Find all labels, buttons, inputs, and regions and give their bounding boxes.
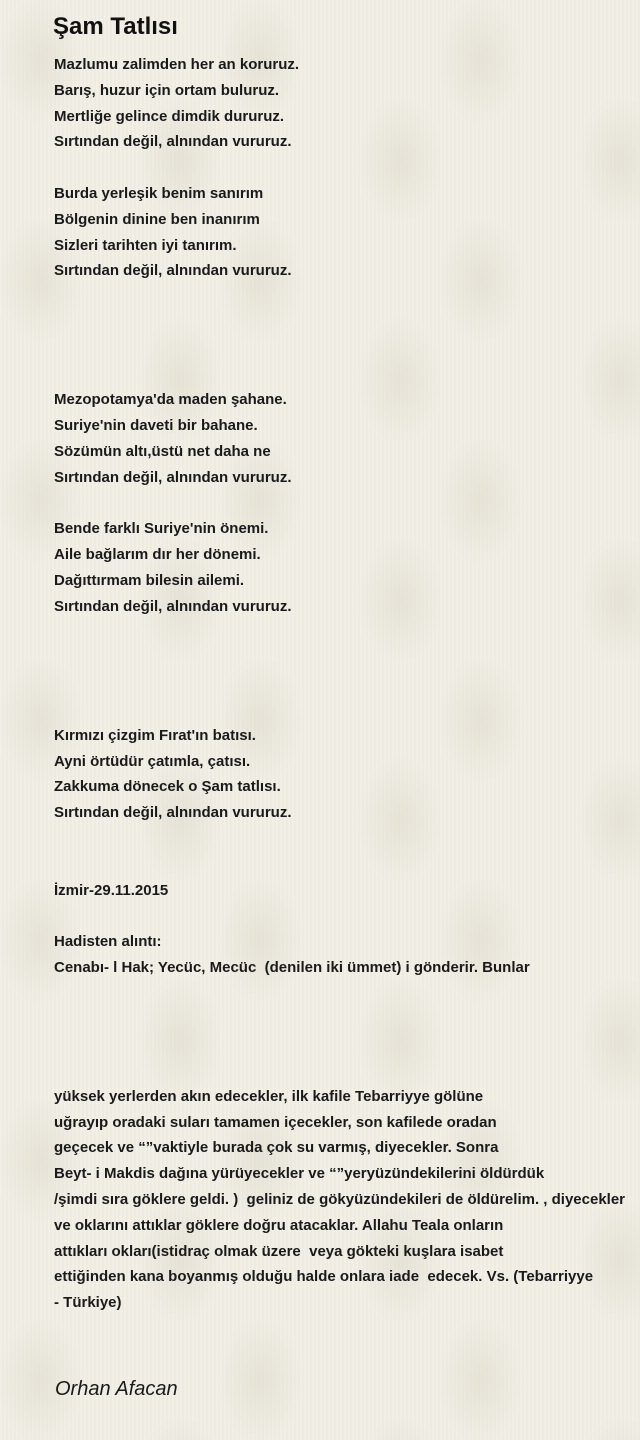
note-line: geçecek ve “”vaktiyle burada çok su varmış, diyecekler. Sonra — [54, 1139, 499, 1157]
note-line: Beyt- i Makdis dağına yürüyecekler ve “”yeryüzündekilerini öldürdük — [54, 1165, 545, 1183]
poem-line: Mazlumu zalimden her an koruruz. — [54, 56, 300, 73]
poem-line: Sırtından değil, alnından vururuz. — [54, 597, 292, 615]
poem-date: İzmir-29.11.2015 — [54, 881, 169, 899]
stanza-1 — [54, 52, 640, 155]
stanza-4 — [54, 516, 640, 619]
poem-line: Bende farklı Suriye'nin önemi. — [54, 520, 269, 538]
poem-line: Dağıttırmam bilesin ailemi. — [54, 571, 245, 589]
note-line: uğrayıp oradaki suları tamamen içecekler, son kafilede oradan — [54, 1113, 497, 1131]
poem-line: Ayni örtüdür çatımla, çatısı. — [54, 752, 251, 770]
poem-line: Bölgenin dinine ben inanırım — [54, 210, 260, 228]
note-line: /şimdi sıra göklere geldi. ) geliniz de gökyüzündekileri de öldürelim. , diyecekler — [54, 1191, 626, 1209]
note-line: - Türkiye) — [54, 1294, 122, 1312]
note-line: attıkları okları(istidraç olmak üzere veya gökteki kuşlara isabet — [54, 1242, 504, 1260]
note-heading: Hadisten alıntı: — [54, 933, 162, 951]
poem-line: Kırmızı çizgim Fırat'ın batısı. — [54, 726, 256, 744]
note-line: ve oklarını attıklar göklere doğru atacaklar. Allahu Teala onların — [54, 1216, 504, 1234]
poem-line: Mezopotamya'da maden şahane. — [54, 391, 287, 409]
stanza-5 — [54, 723, 640, 826]
poem-line: Sırtından değil, alnından vururuz. — [54, 133, 292, 151]
poem-line: Zakkuma dönecek o Şam tatlısı. — [54, 778, 281, 796]
poem-line: Suriye'nin daveti bir bahane. — [54, 417, 258, 435]
poem-line: Sırtından değil, alnından vururuz. — [54, 804, 292, 822]
hadith-note — [54, 929, 640, 1316]
note-line: ettiğinden kana boyanmış olduğu halde onlara iade edecek. Vs. (Tebarriyye — [54, 1268, 594, 1286]
poem-line: Barış, huzur için ortam buluruz. — [54, 81, 280, 99]
poem-title: Şam Tatlısı — [53, 13, 178, 40]
poem-line: Sizleri tarihten iyi tanırım. — [54, 236, 237, 254]
stanza-2 — [54, 181, 640, 284]
author-name: Orhan Afacan — [55, 1378, 178, 1400]
stanza-3 — [54, 387, 640, 490]
poem-line: Burda yerleşik benim sanırım — [54, 184, 264, 202]
note-line: yüksek yerlerden akın edecekler, ilk kafile Tebarriyye gölüne — [54, 1087, 484, 1105]
poem-line: Sırtından değil, alnından vururuz. — [54, 262, 292, 280]
poem-line: Mertliğe gelince dimdik dururuz. — [54, 107, 285, 125]
poem-line: Aile bağlarım dır her dönemi. — [54, 546, 261, 564]
note-line: Cenabı- l Hak; Yecüc, Mecüc (denilen iki ümmet) i gönderir. Bunlar — [54, 958, 530, 976]
poem-line: Sözümün altı,üstü net daha ne — [54, 442, 271, 460]
poem-body — [54, 52, 640, 1316]
poem-line: Sırtından değil, alnından vururuz. — [54, 468, 292, 486]
